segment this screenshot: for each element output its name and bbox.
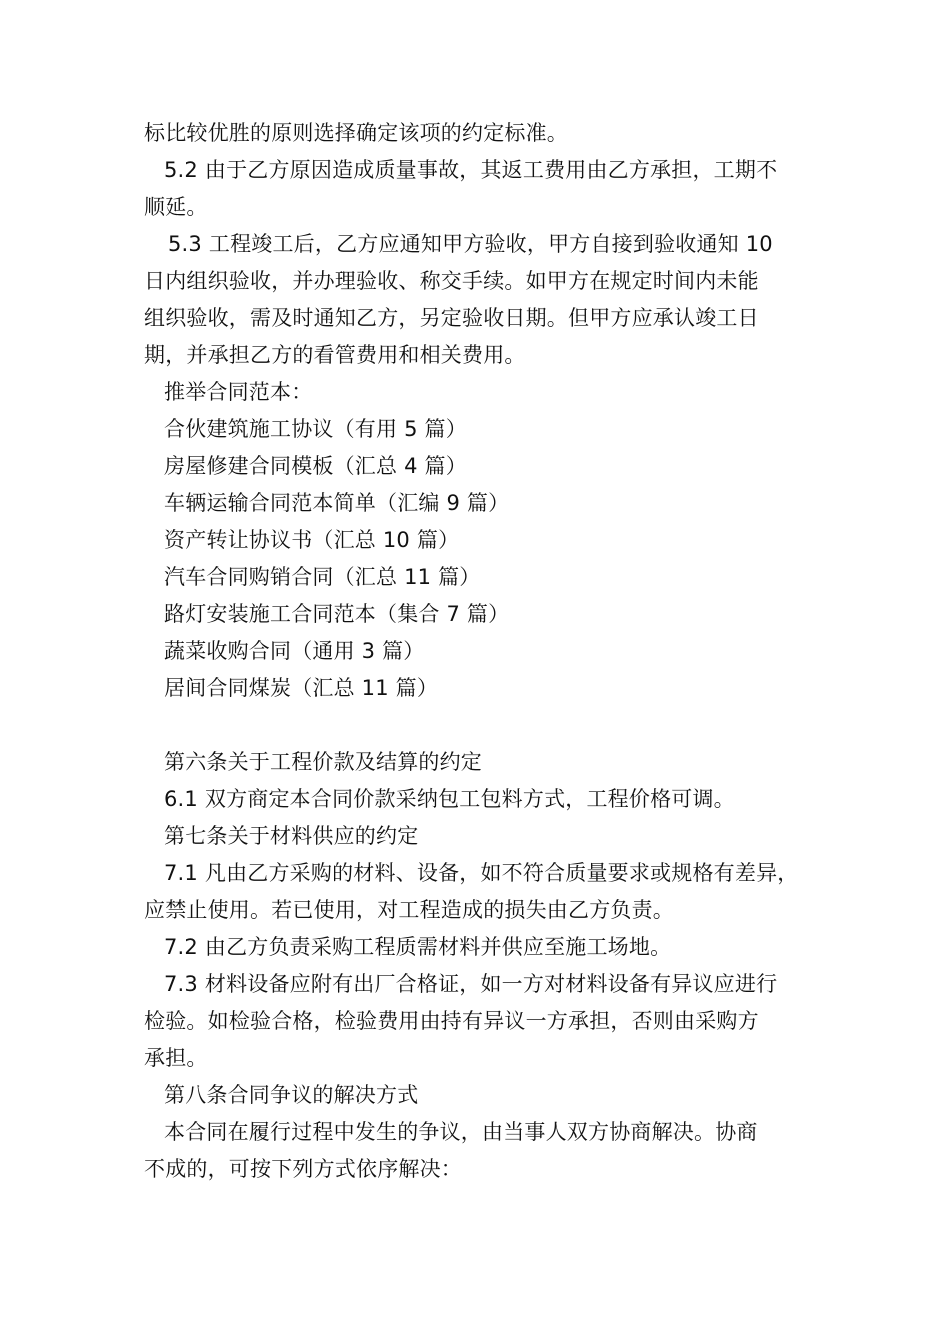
paragraph-line: 顺延。 (144, 195, 208, 219)
paragraph-line: 本合同在履行过程中发生的争议，由当事人双方协商解决。协商 (164, 1120, 758, 1144)
recommended-template-item: 车辆运输合同范本简单（汇编 9 篇） (164, 491, 510, 515)
recommended-template-item: 蔬菜收购合同（通用 3 篇） (164, 639, 425, 663)
recommended-template-item: 合伙建筑施工协议（有用 5 篇） (164, 417, 467, 441)
clause-7-1-line: 7.1 凡由乙方采购的材料、设备，如不符合质量要求或规格有差异， (164, 861, 799, 885)
paragraph-line: 检验。如检验合格，检验费用由持有异议一方承担，否则由采购方 (144, 1009, 759, 1033)
clause-7-3-line: 7.3 材料设备应附有出厂合格证，如一方对材料设备有异议应进行 (164, 972, 778, 996)
paragraph-line: 日内组织验收，并办理验收、称交手续。如甲方在规定时间内未能 (144, 269, 759, 293)
article-8-heading: 第八条合同争议的解决方式 (164, 1083, 419, 1107)
clause-6-1-line: 6.1 双方商定本合同价款采纳包工包料方式，工程价格可调。 (164, 787, 735, 811)
paragraph-line: 承担。 (144, 1046, 208, 1070)
recommended-template-item: 汽车合同购销合同（汇总 11 篇） (164, 565, 481, 589)
recommended-template-item: 路灯安装施工合同范本（集合 7 篇） (164, 602, 510, 626)
clause-5-3-line: 5.3 工程竣工后，乙方应通知甲方验收，甲方自接到验收通知 10 (168, 232, 773, 256)
recommended-template-item: 资产转让协议书（汇总 10 篇） (164, 528, 460, 552)
recommended-template-item: 居间合同煤炭（汇总 11 篇） (164, 676, 439, 700)
clause-5-2-line: 5.2 由于乙方原因造成质量事故，其返工费用由乙方承担，工期不 (164, 158, 778, 182)
recommended-templates-heading: 推举合同范本： (164, 380, 313, 404)
document-body (144, 115, 814, 1188)
paragraph-line: 组织验收，需及时通知乙方，另定验收日期。但甲方应承认竣工日 (144, 306, 759, 330)
article-6-heading: 第六条关于工程价款及结算的约定 (164, 750, 482, 774)
recommended-template-item: 房屋修建合同模板（汇总 4 篇） (164, 454, 467, 478)
paragraph-line: 不成的，可按下列方式依序解决： (144, 1157, 462, 1181)
blank-line (144, 707, 814, 744)
paragraph-line: 标比较优胜的原则选择确定该项的约定标准。 (144, 121, 568, 145)
article-7-heading: 第七条关于材料供应的约定 (164, 824, 419, 848)
clause-7-2-line: 7.2 由乙方负责采购工程质需材料并供应至施工场地。 (164, 935, 672, 959)
paragraph-line: 应禁止使用。若已使用，对工程造成的损失由乙方负责。 (144, 898, 674, 922)
paragraph-line: 期，并承担乙方的看管费用和相关费用。 (144, 343, 526, 367)
